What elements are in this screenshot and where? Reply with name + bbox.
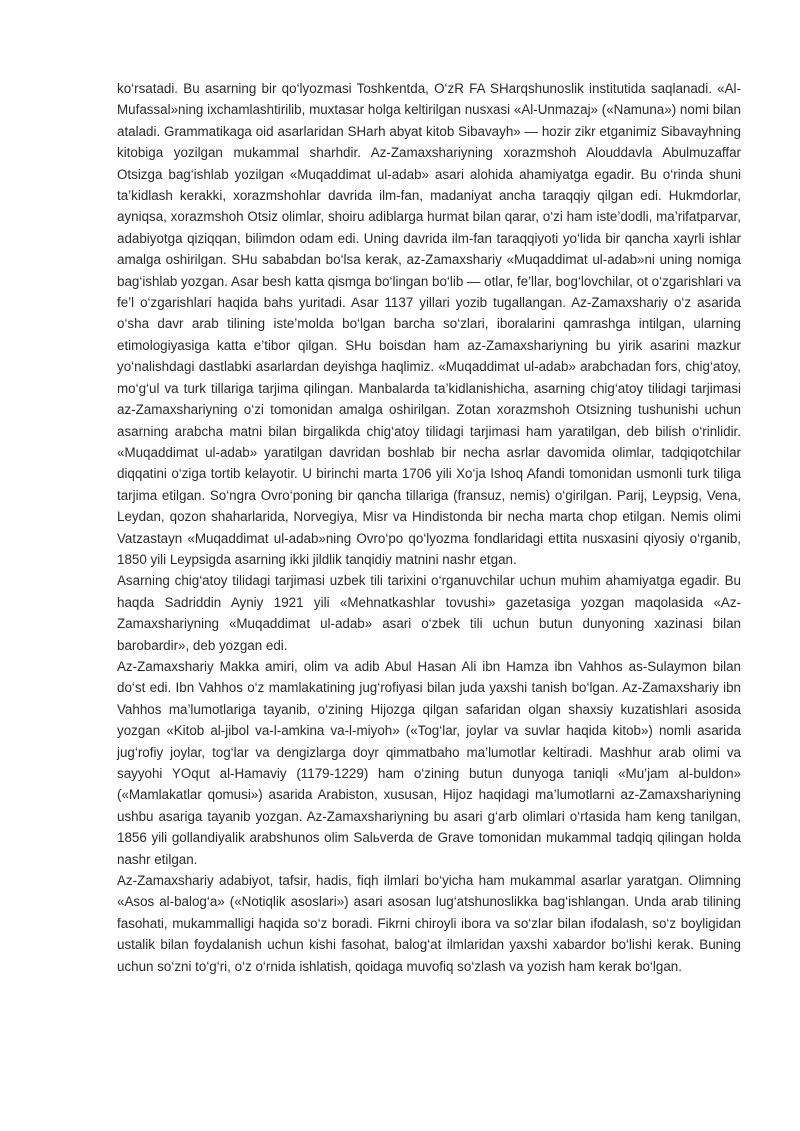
paragraph-muqaddimat: ko‘rsatadi. Bu asarning bir qo‘lyozmasi Toshkentda, O‘zR FA SHarqshunoslik institutida saqlanadi. «Al-Mufassal»ning ixchamlashtirilib, muxtasar holga keltirilgan nusxasi «Al-Unmazaj» («Namuna») nomi bilan ataladi. Grammatikaga oid asarlaridan SHarh abyat kitob Sibavayh» — hozir zikr etganimiz Sibavayhning kitobiga yozilgan mukammal sharhdir. Az-Zamaxshariyning xorazmshoh Alouddavla Abulmuzaffar Otsizga bag‘ishlab yozilgan «Muqaddimat ul-adab» asari alohida ahamiyatga egadir. Bu o‘rinda shuni ta’kidlash kerakki, xorazmshohlar davrida ilm-fan, madaniyat ancha taraqqiy qilgan edi. Hukmdorlar, ayniqsa, xorazmshoh Otsiz olimlar, shoiru adiblarga hurmat bilan qarar, o‘zi ham iste’dodli, ma’rifatparvar, adabiyotga qiziqqan, bilimdon odam edi. Uning davrida ilm-fan taraqqiyoti yo‘lida bir qancha xayrli ishlar amalga oshirilgan. SHu sababdan bo‘lsa kerak, az-Zamaxshariy «Muqaddimat ul-adab»ni uning nomiga bag‘ishlab yozgan. Asar besh katta qismga bo‘lingan bo‘lib — otlar, fe’llar, bog‘lovchilar, ot o‘zgarishlari va fe’l o‘zgarishlari haqida bahs yuritadi. Asar 1137 yillari yozib tugallangan. Az-Zamaxshariy o‘z asarida o‘sha davr arab tilining iste’molda bo‘lgan barcha so‘zlari, iboralarini qamrashga intilgan, ularning etimologiyasiga katta e’tibor qilgan. SHu boisdan ham az-Zamaxshariyning bu yirik asarini mazkur yo‘nalishdagi dastlabki asarlardan deyishga haqlimiz. «Muqaddimat ul-adab» arabchadan fors, chig‘atoy, mo‘g‘ul va turk tillariga tarjima qilingan. Manbalarda ta’kidlanishicha, asarning chig‘atoy tilidagi tarjimasi az-Zamaxshariyning o‘zi tomonidan amalga oshirilgan. Zotan xorazmshoh Otsizning tushunishi uchun asarning arabcha matni bilan birgalikda chig‘atoy tilidagi tarjimasi ham yaratilgan, deb bilish o‘rinlidir. «Muqaddimat ul-adab» yaratilgan davridan boshlab bir necha asrlar davomida olimlar, tadqiqotchilar diqqatini o‘ziga tortib kelayotir. U birinchi marta 1706 yili Xo‘ja Ishoq Afandi tomonidan usmonli turk tiliga tarjima etilgan. So‘ngra Ovro‘poning bir qancha tillariga (fransuz, nemis) o‘girilgan. Parij, Leypsig, Vena, Leydan, qozon shaharlarida, Norvegiya, Misr va Hindistonda bir necha marta chop etilgan. Nemis olimi Vatzastayn «Muqaddimat ul-adab»ning Ovro‘po qo‘lyozma fondlaridagi ettita nusxasini qiyosiy o‘rganib, 1850 yili Leypsigda asarning ikki jildlik tanqidiy matnini nashr etgan.: [117, 81, 741, 567]
paragraph-asos-al-balogha: Az-Zamaxshariy adabiyot, tafsir, hadis, fiqh ilmlari bo‘yicha ham mukammal asarlar yaratgan. Olimning «Asos al-balog‘a» («Notiqlik asoslari») asari asosan lug‘atshunoslikka bag‘ishlangan. Unda arab tilining fasohati, mukammalligi haqida so‘z boradi. Fikrni chiroyli ibora va so‘zlar bilan ifodalash, so‘z boyligidan ustalik bilan foydalanish uchun kishi fasohat, balog‘at ilmlaridan yaxshi xabardor bo‘lishi kerak. Buning uchun so‘zni to‘g‘ri, o‘z o‘rnida ishlatish, qoidaga muvofiq so‘zlash va yozish ham kerak bo‘lgan.: [117, 873, 741, 974]
paragraph-translation-importance: Asarning chig‘atoy tilidagi tarjimasi uzbek tili tarixini o‘rganuvchilar uchun muhim ahamiyatga egadir. Bu haqda Sadriddin Ayniy 1921 yili «Mehnatkashlar tovushi» gazetasiga yozgan maqolasida «Az-Zamaxshariyning «Muqaddimat ul-adab» asari o‘zbek tili uchun butun dunyoning xazinasi bilan barobardir», deb yozgan edi.: [117, 573, 741, 653]
document-page: [117, 78, 741, 977]
paragraph-ibn-vahhos: Az-Zamaxshariy Makka amiri, olim va adib Abul Hasan Ali ibn Hamza ibn Vahhos as-Sulaymon bilan do‘st edi. Ibn Vahhos o‘z mamlakatining jug‘rofiyasi bilan juda yaxshi tanish bo‘lgan. Az-Zamaxshariy ibn Vahhos ma’lumotlariga tayanib, o‘zining Hijozga qilgan safaridan olgan shaxsiy kuzatishlari asosida yozgan «Kitob al-jibol va-l-amkina va-l-miyoh» («Tog‘lar, joylar va suvlar haqida kitob») nomli asarida jug‘rofiy joylar, tog‘lar va dengizlarga doyr qimmatbaho ma’lumotlar keltiradi. Mashhur arab olimi va sayyohi YOqut al-Hamaviy (1179-1229) ham o‘zining butun dunyoga taniqli «Mu’jam al-buldon» («Mamlakatlar qomusi») asarida Arabiston, xususan, Hijoz haqidagi ma’lumotlarni az-Zamaxshariyning ushbu asariga tayanib yozgan. Az-Zamaxshariyning bu asari g‘arb olimlari o‘rtasida ham keng tanilgan, 1856 yili gollandiyalik arabshunos olim Salьverda de Grave tomonidan mukammal tadqiq qilingan holda nashr etilgan.: [117, 658, 741, 867]
